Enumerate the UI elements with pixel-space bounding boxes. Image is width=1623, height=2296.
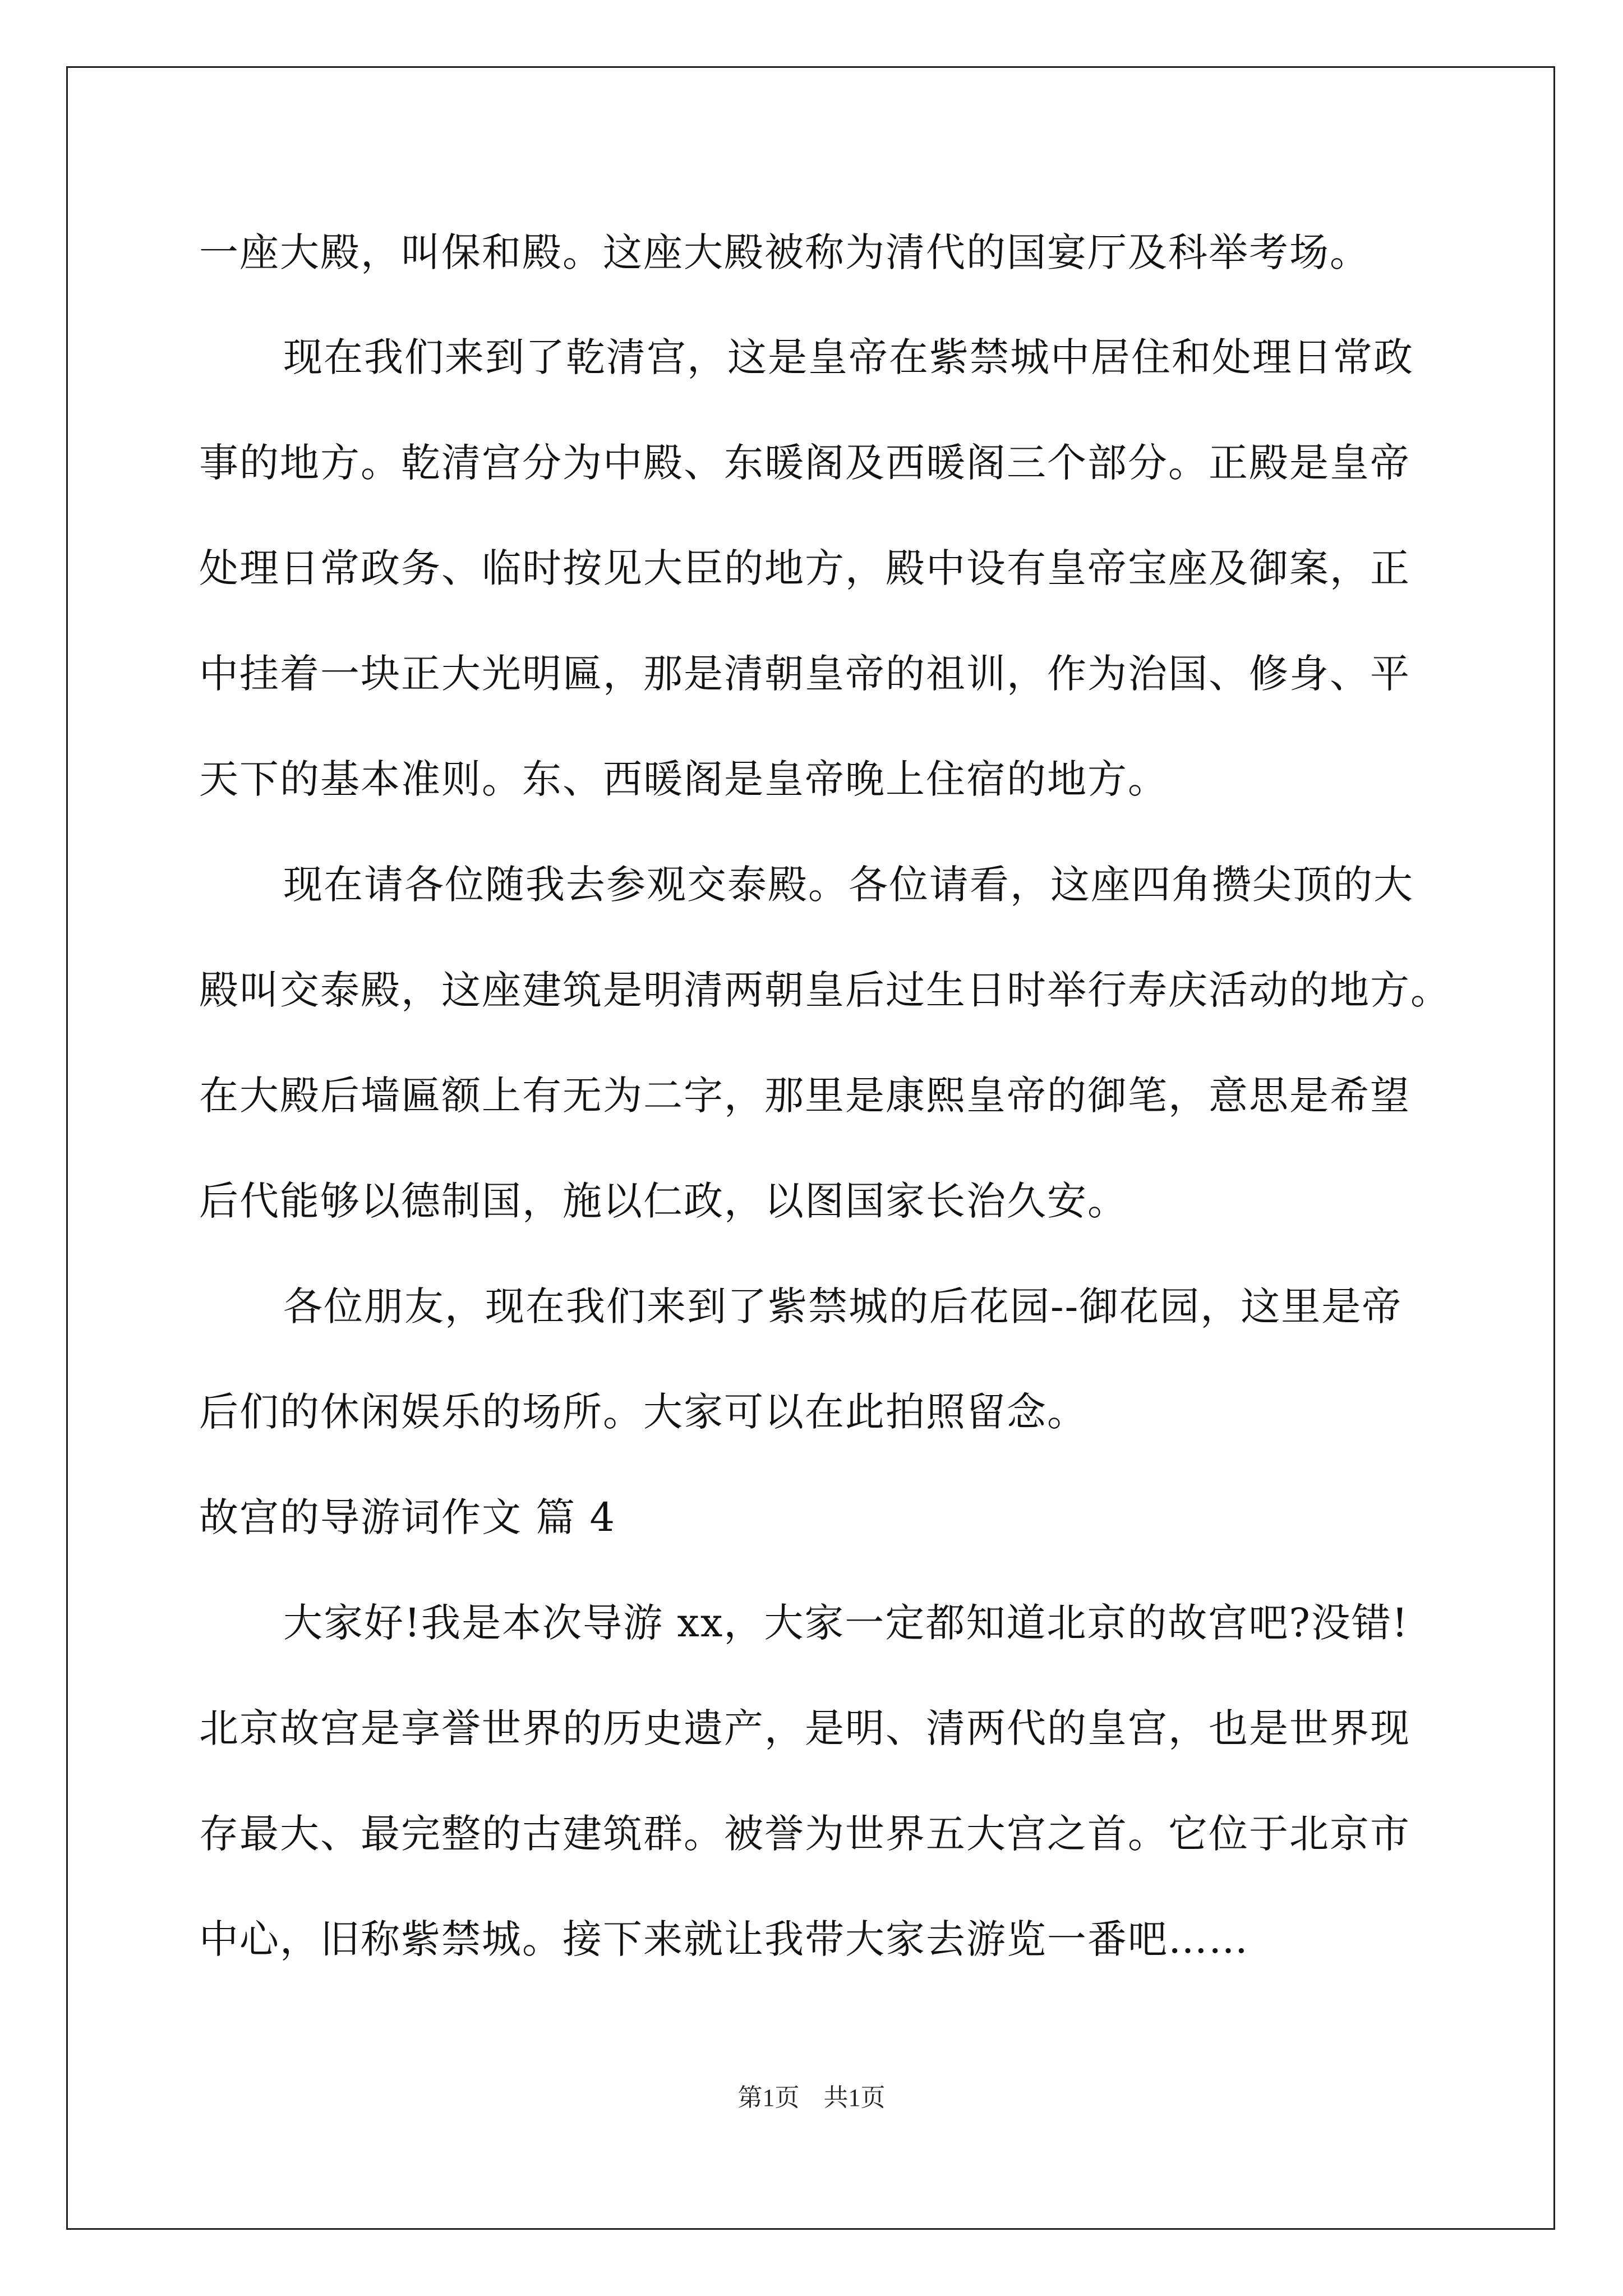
paragraph-line: 各位朋友，现在我们来到了紫禁城的后花园--御花园，这里是帝 [283,1283,1403,1329]
paragraph-line: 北京故宫是享誉世界的历史遗产，是明、清两代的皇宫，也是世界现 [199,1705,1410,1751]
paragraph-line: 一座大殿，叫保和殿。这座大殿被称为清代的国宴厅及科举考场。 [199,229,1370,275]
paragraph-line: 事的地方。乾清宫分为中殿、东暖阁及西暖阁三个部分。正殿是皇帝 [199,440,1410,486]
paragraph-line: 在大殿后墙匾额上有无为二字，那里是康熙皇帝的御笔，意思是希望 [199,1073,1410,1119]
paragraph-line: 现在我们来到了乾清宫，这是皇帝在紫禁城中居住和处理日常政 [283,334,1414,380]
paragraph-line: 殿叫交泰殿，这座建筑是明清两朝皇后过生日时举行寿庆活动的地方。 [199,967,1451,1013]
page-number: 第1页 [737,2084,800,2111]
paragraph-line: 现在请各位随我去参观交泰殿。各位请看，这座四角攒尖顶的大 [283,862,1414,908]
paragraph-line: 后们的休闲娱乐的场所。大家可以在此拍照留念。 [199,1389,1087,1435]
page-border [66,66,1555,2230]
page-footer [0,2081,1623,2115]
paragraph-line: 中挂着一块正大光明匾，那是清朝皇帝的祖训，作为治国、修身、平 [199,651,1410,697]
paragraph-line: 处理日常政务、临时按见大臣的地方，殿中设有皇帝宝座及御案，正 [199,545,1410,591]
paragraph-line: 存最大、最完整的古建筑群。被誉为世界五大宫之首。它位于北京市 [199,1811,1410,1857]
section-heading: 故宫的导游词作文 篇 4 [199,1494,616,1540]
paragraph-line: 天下的基本准则。东、西暖阁是皇帝晚上住宿的地方。 [199,756,1168,802]
paragraph-line: 后代能够以德制国，施以仁政，以图国家长治久安。 [199,1178,1128,1224]
paragraph-line: 中心，旧称紫禁城。接下来就让我带大家去游览一番吧…… [199,1916,1249,1962]
paragraph-line: 大家好!我是本次导游 xx，大家一定都知道北京的故宫吧?没错! [283,1600,1409,1646]
page-total: 共1页 [823,2084,886,2111]
